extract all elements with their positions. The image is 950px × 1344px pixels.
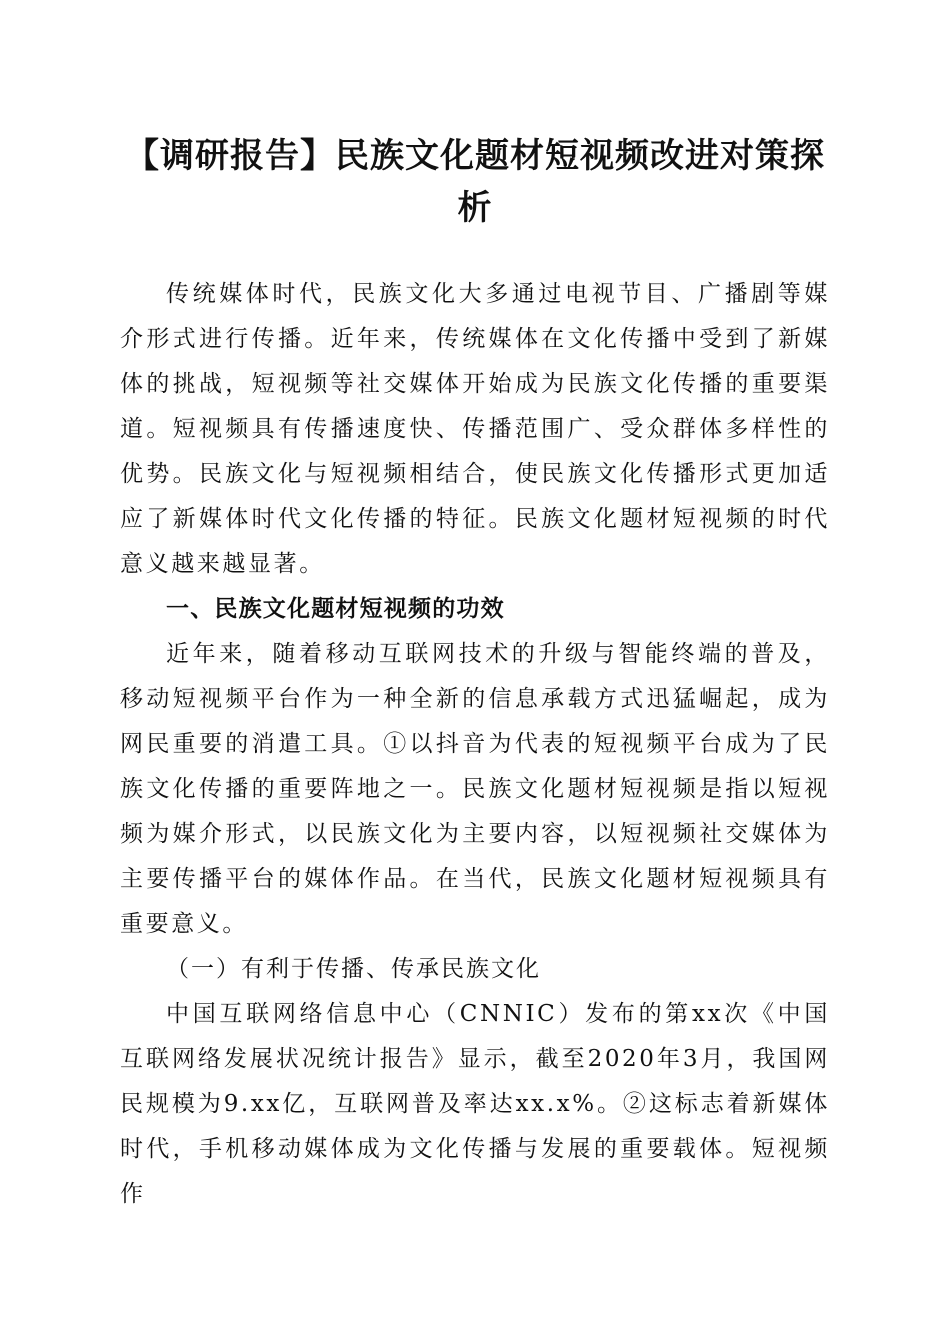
intro-paragraph: 传统媒体时代，民族文化大多通过电视节目、广播剧等媒介形式进行传播。近年来，传统媒体在文化传播中受到了新媒体的挑战，短视频等社交媒体开始成为民族文化传播的重要渠道。短视频具有传播速度快、传播范围广、受众群体多样性的优势。民族文化与短视频相结合，使民族文化传播形式更加适应了新媒体时代文化传播的特征。民族文化题材短视频的时代意义越来越显著。 (120, 281, 830, 577)
section-1-paragraph: 近年来，随着移动互联网技术的升级与智能终端的普及，移动短视频平台作为一种全新的信息承载方式迅猛崛起，成为网民重要的消遣工具。①以抖音为代表的短视频平台成为了民族文化传播的重要阵地之一。民族文化题材短视频是指以短视频为媒介形式，以民族文化为主要内容，以短视频社交媒体为主要传播平台的媒体作品。在当代，民族文化题材短视频具有重要意义。 (120, 641, 830, 937)
section-heading-1: 一、民族文化题材短视频的功效 (166, 596, 505, 622)
document-title: 【调研报告】民族文化题材短视频改进对策探析 (125, 136, 825, 228)
subsection-heading-1: （一）有利于传播、传承民族文化 (166, 956, 541, 982)
subsection-1-paragraph: 中国互联网络信息中心（CNNIC）发布的第xx次《中国互联网络发展状况统计报告》显示，截至2020年3月，我国网民规模为9.xx亿，互联网普及率达xx.x%。②这标志着新媒体时代，手机移动媒体成为文化传播与发展的重要载体。短视频作 (120, 1001, 830, 1207)
document-body (120, 272, 830, 1217)
